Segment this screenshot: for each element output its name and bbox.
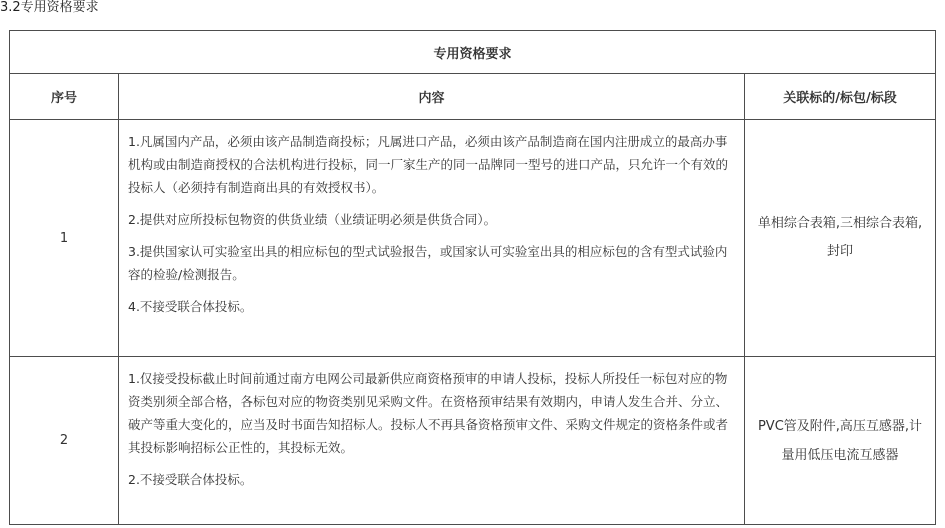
requirement-paragraph: 4.不接受联合体投标。: [128, 299, 253, 314]
requirement-paragraph: 1.凡属国内产品，必须由该产品制造商投标；凡属进口产品，必须由该产品制造商在国内注册成立的最高办事机构或由制造商授权的合法机构进行投标，同一厂家生产的同一品牌同一型号的进口产品，只允许一个有效的投标人（必须持有制造商出具的有效授权书）。: [128, 134, 729, 195]
requirement-paragraph: 1.仅接受投标截止时间前通过南方电网公司最新供应商资格预审的申请人投标，投标人所投任一标包对应的物资类别须全部合格，各标包对应的物资类别见采购文件。在资格预审结果有效期内，申请人发生合并、分立、破产等重大变化的，应当及时书面告知招标人。投标人不再具备资格预审文件、采购文件规定的资格条件或者其投标影响招标公正性的，其投标无效。: [128, 371, 729, 455]
requirement-paragraph: 2.提供对应所投标包物资的供货业绩（业绩证明必须是供货合同）。: [128, 212, 497, 227]
table-header-row: [10, 74, 936, 120]
lots-line: 封印: [827, 244, 854, 259]
table-row: [10, 120, 936, 357]
header-lots: 关联标的/标包/标段: [745, 74, 936, 120]
header-index: 序号: [10, 74, 119, 120]
requirement-paragraph: 3.提供国家认可实验室出具的相应标包的型式试验报告，或国家认可实验室出具的相应标包的含有型式试验内容的检验/检测报告。: [128, 244, 728, 282]
table-caption-row: [10, 31, 936, 74]
lots-line: 单相综合表箱,三相综合表箱,: [757, 216, 923, 231]
row-lots: [745, 357, 936, 525]
row-content: [119, 120, 745, 357]
header-content: 内容: [119, 74, 745, 120]
lots-line: PVC管及附件,高压互感器,计: [757, 418, 923, 434]
lots-line: 量用低压电流互感器: [781, 447, 899, 463]
qualification-table: [9, 30, 936, 525]
row-index: 2: [10, 357, 119, 525]
row-lots: [745, 120, 936, 357]
table-row: [10, 357, 936, 525]
section-title: 3.2专用资格要求: [0, 0, 99, 15]
requirement-paragraph: 2.不接受联合体投标。: [128, 472, 253, 487]
table-caption: 专用资格要求: [10, 31, 936, 74]
row-content: [119, 357, 745, 525]
row-index: 1: [10, 120, 119, 357]
